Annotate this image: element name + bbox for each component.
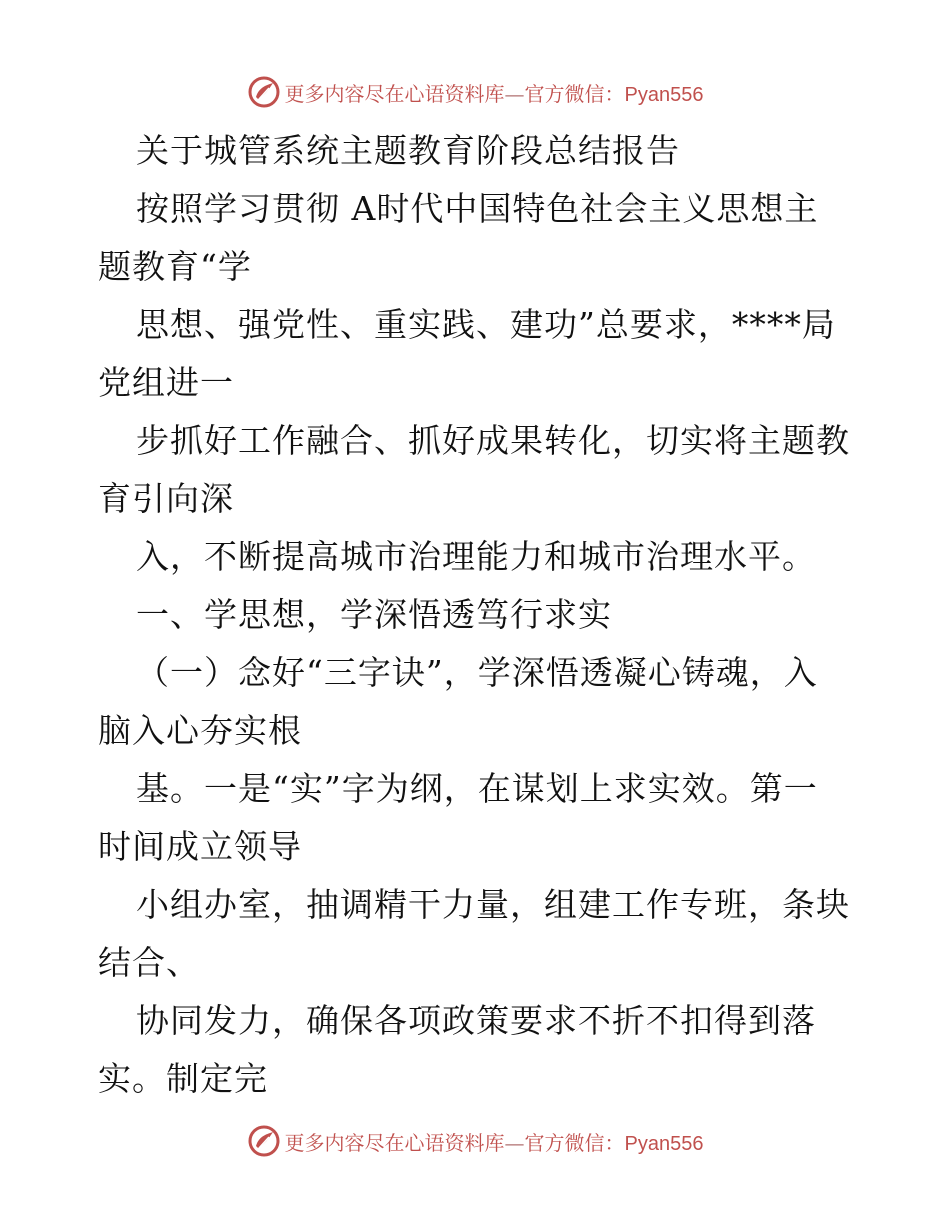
watermark-brand-text: 更多内容尽在心语资料库 [284,81,505,106]
text-line: 脑入心夯实根 [98,711,302,750]
brand-logo-icon [247,1124,281,1158]
header-watermark [0,72,950,112]
text-line: 时间成立领导 [98,827,302,866]
text-line: 关于城管系统主题教育阶段总结报告 [136,131,680,170]
text-line: 一、学思想，学深悟透笃行求实 [136,595,612,634]
text-line: 按照学习贯彻 A时代中国特色社会主义思想主 [136,189,819,228]
watermark-wechat-id: Pyan556 [624,1132,704,1155]
text-line: 思想、强党性、重实践、建功”总要求，****局 [136,305,836,344]
watermark-wechat-label: 官方微信： [524,1130,625,1155]
text-line: 步抓好工作融合、抓好成果转化，切实将主题教 [136,421,850,460]
text-line: 基。一是“实”字为纲，在谋划上求实效。第一 [136,769,818,808]
text-line: 小组办室，抽调精干力量，组建工作专班，条块 [136,885,850,924]
text-line: （一）念好“三字诀”，学深悟透凝心铸魂，入 [136,653,818,692]
text-line: 入，不断提高城市治理能力和城市治理水平。 [136,537,816,576]
watermark-dash: — [504,1130,525,1155]
text-line: 实。制定完 [98,1059,268,1098]
text-line: 协同发力，确保各项政策要求不折不扣得到落 [136,1001,816,1040]
watermark-wechat-id: Pyan556 [624,83,704,106]
text-line: 题教育“学 [98,247,252,286]
watermark-brand-text: 更多内容尽在心语资料库 [284,1130,505,1155]
text-line: 党组进一 [98,363,234,402]
document-body [98,122,858,1108]
watermark-dash: — [504,81,525,106]
brand-logo-icon [247,75,281,109]
text-line: 结合、 [98,943,200,982]
text-line: 育引向深 [98,479,234,518]
watermark-wechat-label: 官方微信： [524,81,625,106]
footer-watermark [0,1121,950,1161]
